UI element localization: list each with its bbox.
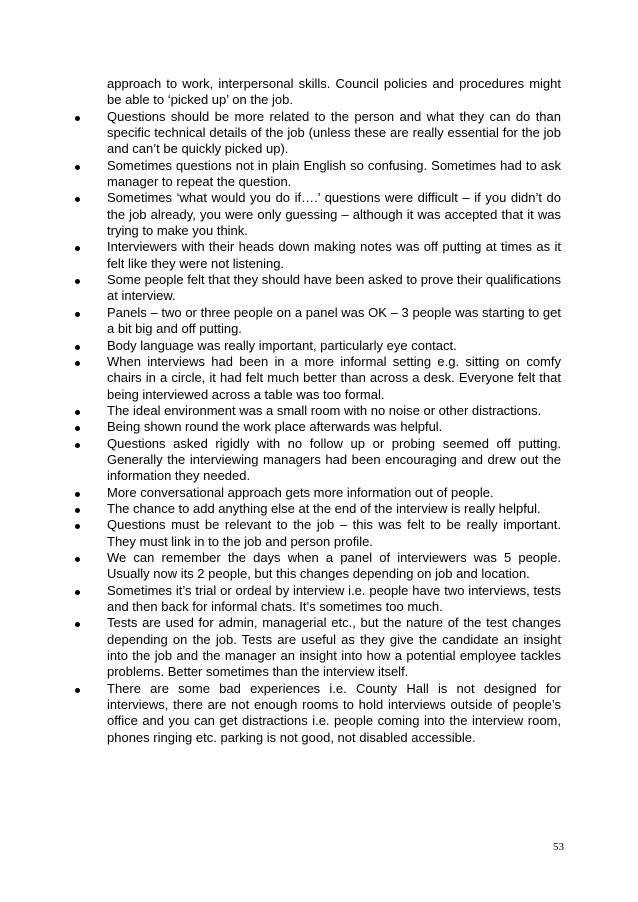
page-content — [73, 76, 561, 746]
bullet-dot-icon — [75, 361, 80, 366]
bullet-item — [73, 190, 561, 239]
bullet-dot-icon — [75, 116, 80, 121]
bullet-dot-icon — [75, 312, 80, 317]
bullet-list — [73, 109, 561, 746]
bullet-dot-icon — [75, 410, 80, 415]
bullet-item — [73, 338, 561, 354]
bullet-item — [73, 501, 561, 517]
bullet-text: Tests are used for admin, managerial etc., but the nature of the test changes depending on the job. Tests are useful as they give the candidate an insight into the job and the manager an insight into how a potential employee tackles problems. Better sometimes than the interview itself. — [107, 615, 561, 680]
bullet-text: Questions should be more related to the person and what they can do than specific technical details of the job (unless these are really essential for the job and can’t be quickly picked up). — [107, 108, 561, 157]
bullet-item — [73, 436, 561, 485]
bullet-dot-icon — [75, 246, 80, 251]
bullet-dot-icon — [75, 590, 80, 595]
bullet-item — [73, 109, 561, 158]
bullet-item — [73, 517, 561, 550]
bullet-dot-icon — [75, 688, 80, 693]
bullet-text: The ideal environment was a small room with no noise or other distractions. — [107, 402, 542, 418]
bullet-item — [73, 239, 561, 272]
bullet-dot-icon — [75, 197, 80, 202]
bullet-text: Being shown round the work place afterwards was helpful. — [107, 419, 443, 435]
bullet-text: Questions must be relevant to the job – this was felt to be really important. They must link in to the job and person profile. — [107, 517, 561, 549]
bullet-item — [73, 272, 561, 305]
bullet-dot-icon — [75, 492, 80, 497]
bullet-item — [73, 354, 561, 403]
bullet-text: Questions asked rigidly with no follow up or probing seemed off putting. Generally the interviewing managers had been encouraging and drew out the information they needed. — [107, 435, 561, 484]
bullet-dot-icon — [75, 443, 80, 448]
bullet-dot-icon — [75, 622, 80, 627]
bullet-text: The chance to add anything else at the end of the interview is really helpful. — [107, 500, 541, 516]
bullet-dot-icon — [75, 279, 80, 284]
bullet-text: There are some bad experiences i.e. County Hall is not designed for interviews, there are not enough rooms to hold interviews outside of people’s office and you can get distractions i.e. people coming into the interview room, phones ringing etc. parking is not good, not disabled accessible. — [107, 680, 561, 745]
bullet-text: Sometimes it’s trial or ordeal by interview i.e. people have two interviews, tests and then back for informal chats. It’s sometimes too much. — [107, 582, 561, 614]
bullet-text: More conversational approach gets more information out of people. — [107, 484, 494, 500]
bullet-dot-icon — [75, 426, 80, 431]
bullet-item — [73, 550, 561, 583]
bullet-text: Sometimes questions not in plain English so confusing. Sometimes had to ask manager to repeat the question. — [107, 157, 561, 190]
bullet-text: Body language was really important, particularly eye contact. — [107, 337, 457, 353]
bullet-dot-icon — [75, 524, 80, 529]
bullet-text: We can remember the days when a panel of interviewers was 5 people. Usually now its 2 people, but this changes depending on job and location. — [107, 549, 561, 582]
bullet-dot-icon — [75, 345, 80, 350]
bullet-item — [73, 419, 561, 435]
bullet-text: Sometimes ‘what would you do if….’ questions were difficult – if you didn’t do the job already, you were only guessing – although it was accepted that it was trying to make you think. — [107, 190, 561, 239]
bullet-item — [73, 485, 561, 501]
bullet-dot-icon — [75, 165, 80, 170]
bullet-item — [73, 305, 561, 338]
bullet-text: Interviewers with their heads down making notes was off putting at times as it felt like they were not listening. — [107, 239, 561, 271]
bullet-item — [73, 583, 561, 616]
bullet-item — [73, 403, 561, 419]
page-number: 53 — [553, 841, 564, 853]
bullet-item — [73, 681, 561, 746]
bullet-item — [73, 615, 561, 680]
bullet-item — [73, 158, 561, 191]
bullet-text: When interviews had been in a more informal setting e.g. sitting on comfy chairs in a circle, it had felt much better than across a desk. Everyone felt that being interviewed across a table was too formal. — [107, 353, 561, 402]
bullet-text: Some people felt that they should have been asked to prove their qualifications at interview. — [107, 272, 561, 304]
bullet-text: Panels – two or three people on a panel was OK – 3 people was starting to get a bit big and off putting. — [107, 304, 561, 337]
bullet-dot-icon — [75, 508, 80, 513]
bullet-dot-icon — [75, 557, 80, 562]
lead-paragraph: approach to work, interpersonal skills. Council policies and procedures might be able to ‘picked up’ on the job. — [107, 76, 561, 108]
